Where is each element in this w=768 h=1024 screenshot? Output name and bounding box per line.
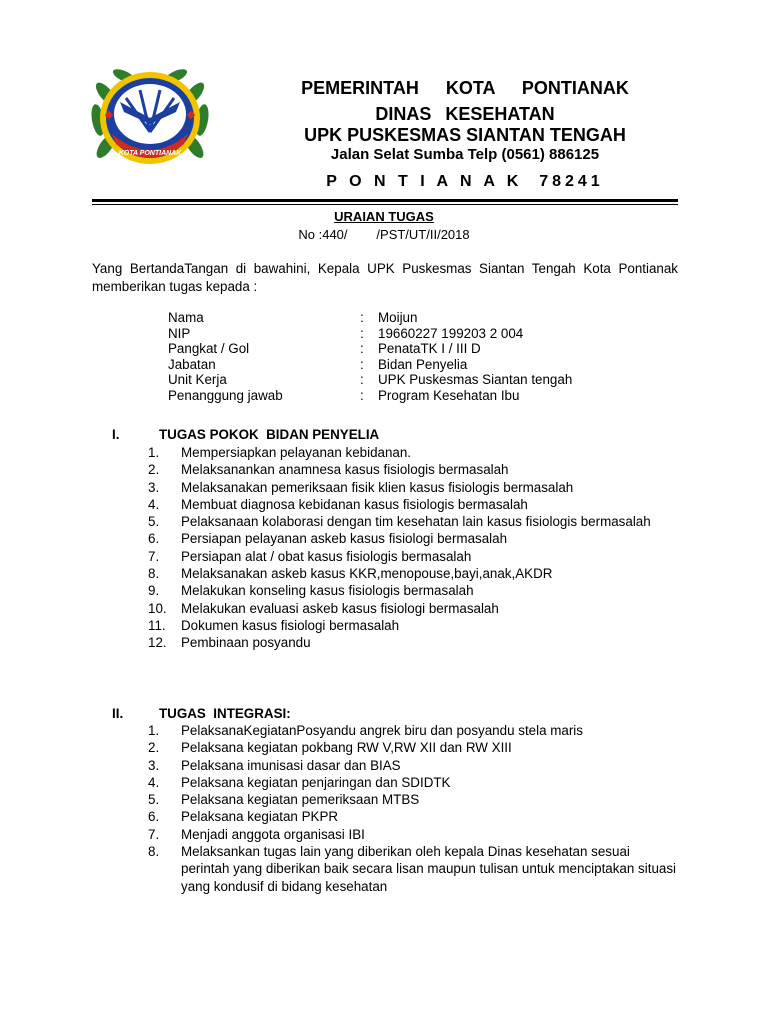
list-item: 4. Membuat diagnosa kebidanan kasus fisiologis bermasalah xyxy=(148,496,528,512)
letterhead-unit: UPK PUSKESMAS SIANTAN TENGAH xyxy=(304,125,626,145)
list-item: 7. Persiapan alat / obat kasus fisiologis bermasalah xyxy=(148,548,472,564)
list-item: 2. Melaksanankan anamnesa kasus fisiologis bermasalah xyxy=(148,462,509,478)
main-duties-list xyxy=(148,444,678,652)
list-item: 1. PelaksanaKegiatanPosyandu angrek biru dan posyandu stela maris xyxy=(148,723,583,738)
list-item: 5. Pelaksana kegiatan pemeriksaan MTBS xyxy=(148,792,420,808)
document-title: URAIAN TUGAS xyxy=(334,209,434,224)
list-item: 9. Melakukan konseling kasus fisiologis bermasalah xyxy=(148,583,474,599)
detail-row-position: Jabatan : Bidan Penyelia xyxy=(168,356,468,372)
section-heading-main-duties: I. TUGAS POKOK BIDAN PENYELIA xyxy=(112,427,380,442)
personnel-details xyxy=(168,310,572,403)
detail-row-rank: Pangkat / Gol : PenataTK I / III D xyxy=(168,341,481,356)
list-item: 1. Mempersiapkan pelayanan kebidanan. xyxy=(148,445,412,460)
detail-row-work-unit: Unit Kerja : UPK Puskesmas Siantan tengah xyxy=(168,372,573,387)
letterhead-divider-thin xyxy=(92,204,678,205)
list-item: 11. Dokumen kasus fisiologi bermasalah xyxy=(148,617,400,633)
list-item: 12. Pembinaan posyandu xyxy=(148,635,311,651)
letterhead-divider-thick xyxy=(92,199,678,202)
list-item: 4. Pelaksana kegiatan penjaringan dan SDIDTK xyxy=(148,774,451,790)
list-item: 6. Persiapan pelayanan askeb kasus fisiologi bermasalah xyxy=(148,531,508,547)
list-item: 10. Melakukan evaluasi askeb kasus fisiologi bermasalah xyxy=(148,600,499,616)
letterhead-city: P O N T I A N A K 78241 xyxy=(326,173,604,190)
list-item: 3. Pelaksana imunisasi dasar dan BIAS xyxy=(148,757,401,773)
list-item: 3. Melaksanakan pemeriksaan fisik klien kasus fisiologis bermasalah xyxy=(148,479,574,495)
list-item: 8. Melaksanakan askeb kasus KKR,menopouse,bayi,anak,AKDR xyxy=(148,566,553,582)
list-item: 2. Pelaksana kegiatan pokbang RW V,RW XII dan RW XIII xyxy=(148,740,512,756)
city-emblem-logo xyxy=(86,62,214,178)
detail-row-nip: NIP : 19660227 199203 2 004 xyxy=(168,325,524,341)
list-item: 7. Menjadi anggota organisasi IBI xyxy=(148,826,365,842)
intro-paragraph: Yang BertandaTangan di bawahini, Kepala UPK Puskesmas Siantan Tengah Kota Pontianak memberikan tugas kepada : xyxy=(92,261,678,294)
letterhead-government: PEMERINTAH KOTA PONTIANAK xyxy=(301,78,629,98)
list-item: 5. Pelaksanaan kolaborasi dengan tim kesehatan lain kasus fisiologis bermasalah xyxy=(148,514,651,530)
section-heading-integration: II. TUGAS INTEGRASI: xyxy=(112,706,291,721)
letterhead-agency: DINAS KESEHATAN xyxy=(375,104,555,124)
detail-row-name: Nama : Moijun xyxy=(168,310,418,325)
detail-row-responsible: Penanggung jawab : Program Kesehatan Ibu xyxy=(168,387,520,403)
letterhead-address: Jalan Selat Sumba Telp (0561) 886125 xyxy=(330,146,600,163)
list-item: 8. Melaksankan tugas lain yang diberikan oleh kepala Dinas kesehatan sesuai perintah yang diberikan baik secara lisan maupun tulisan untuk menciptakan situasi yang kondusif di bidang kesehatan xyxy=(148,844,677,894)
document-number: No :440/ /PST/UT/II/2018 xyxy=(298,227,470,242)
integration-duties-list xyxy=(148,722,678,895)
list-item: 6. Pelaksana kegiatan PKPR xyxy=(148,809,339,825)
svg-text:KOTA PONTIANAK: KOTA PONTIANAK xyxy=(118,150,182,157)
